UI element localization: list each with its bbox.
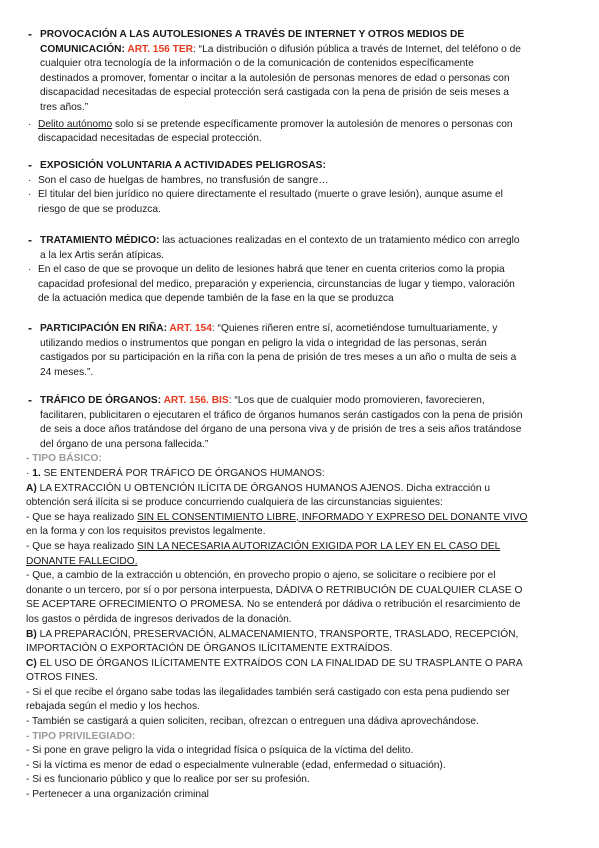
list-item xyxy=(26,744,577,759)
body-text: castigados por su participación en la riña con la pena de prisión de tres meses a un año o multa de seis a xyxy=(40,352,517,364)
body-text: LA EXTRACCIÓN U OBTENCIÓN ILÍCITA DE ÓRGANOS HUMANOS AJENOS. Dicha extracción u xyxy=(36,482,491,494)
heading-autolesiones xyxy=(28,28,577,43)
item-number: 1. xyxy=(32,467,41,479)
body-text: de seis a doce años tratándose del órgano de una persona viva y de prisión de tres a seis años tratándose xyxy=(40,424,522,436)
body-text: : “Los que de cualquier modo promovieren, favorecieren, xyxy=(228,395,485,406)
underlined-term: SIN EL CONSENTIMIENTO LIBRE, INFORMADO Y EXPRESO DEL DONANTE VIVO xyxy=(137,511,528,523)
body-text: LA PREPARACIÓN, PRESERVACIÓN, ALMACENAMIENTO, TRANSPORTE, TRASLADO, RECEPCIÓN, xyxy=(36,628,519,640)
bullet-marker: · xyxy=(28,118,32,130)
body-text: EL USO DE ÓRGANOS ILÍCITAMENTE EXTRAÍDOS CON LA FINALIDAD DE SU TRASPLANTE O PARA xyxy=(36,657,523,669)
body-text: las actuaciones realizadas en el contexto de un tratamiento médico con arreglo xyxy=(159,235,520,246)
body-text: facilitaren, publicitaren o ejecutaren el tráfico de órganos humanos serán castigados con la pena de prisión xyxy=(40,409,523,421)
dash-marker: - xyxy=(26,789,30,801)
heading-text-cont: COMUNICACIÓN: xyxy=(40,43,128,55)
body-text: SE ENTENDERÁ POR TRÁFICO DE ÓRGANOS HUMANOS: xyxy=(40,467,325,479)
body-text: obtención será ilícita si se produce concurriendo cualquiera de las circunstancias siguientes: xyxy=(26,497,443,509)
heading-actividades xyxy=(28,159,577,174)
body-text: IMPORTACIÓN O EXPORTACIÓN DE ÓRGANOS ILÍCITAMENTE EXTRAÍDOS. xyxy=(26,643,393,655)
bullet-marker: · xyxy=(28,264,32,276)
condition-2 xyxy=(26,540,577,555)
body-text: en la forma y con los requisitos previstos legalmente. xyxy=(26,526,266,538)
dash-marker: - xyxy=(28,233,32,247)
item-letter: B) xyxy=(26,628,37,640)
subheading-text: TIPO PRIVILEGIADO: xyxy=(32,730,136,742)
body-text: SE ACEPTARE OFRECIMIENTO O PROMESA. No se entenderá por dádiva o retribución el resarcimiento de xyxy=(26,599,521,611)
underlined-term: Delito autónomo xyxy=(38,118,113,130)
body-text: rebajada según el medio y los hechos. xyxy=(26,701,200,713)
article-ref: ART. 156 TER xyxy=(127,43,194,55)
underlined-term: DONANTE FALLECIDO. xyxy=(26,555,138,567)
section-actividades-peligrosas xyxy=(28,159,577,217)
body-text: donante o un tercero, por sí o por persona interpuesta, DÁDIVA O RETRIBUCIÓN DE CUALQUIER CLASE O xyxy=(26,584,523,596)
art-line xyxy=(28,43,577,58)
heading-text: PARTICIPACIÓN EN RIÑA: xyxy=(40,323,170,334)
heading-text: EXPOSICIÓN VOLUNTARIA A ACTIVIDADES PELIGROSAS: xyxy=(40,160,326,171)
dash-marker: - xyxy=(26,774,30,786)
list-item xyxy=(26,759,577,774)
body-text: Son el caso de huelgas de hambres, no transfusión de sangre… xyxy=(38,174,329,186)
item-letter: A) xyxy=(26,482,37,494)
bullet-marker: · xyxy=(28,189,32,201)
heading-text: TRÁFICO DE ÓRGANOS: xyxy=(40,395,164,406)
body-text: del órgano de una persona fallecida.” xyxy=(40,438,209,450)
heading-trafico xyxy=(28,394,577,409)
item-letter: C) xyxy=(26,657,37,669)
body-text: : “La distribución o difusión pública a través de Internet, del teléfono o de xyxy=(193,43,521,55)
underlined-term: SIN LA NECESARIA AUTORIZACIÓN EXIGIDA POR LA LEY EN EL CASO DEL xyxy=(137,540,501,552)
body-text: discapacidad necesitadas de especial protección será castigada con la pena de prisión de seis meses a xyxy=(40,87,509,99)
body-text: 24 meses.”. xyxy=(40,366,94,378)
tipo-privilegiado-heading xyxy=(26,730,577,745)
section-tratamiento-medico xyxy=(28,234,577,307)
bullet-marker: · xyxy=(26,467,30,479)
body-text: de la actuación medica que depende también de la fase en la que se produzca xyxy=(38,293,394,305)
dash-marker: - xyxy=(28,393,32,407)
body-text: tres años.” xyxy=(40,101,89,113)
bullet-item xyxy=(28,188,577,203)
body-text: los gastos o pérdida de ingresos derivados de la donación. xyxy=(26,613,292,625)
section-autolesiones xyxy=(28,28,577,147)
dash-marker: - xyxy=(26,745,30,757)
heading-tratamiento xyxy=(28,234,577,249)
body-text: - Si el que recibe el órgano sabe todas las ilegalidades también será castigado con esta pena pudiendo ser xyxy=(26,686,510,698)
dash-marker: - xyxy=(28,158,32,172)
section-trafico-organos xyxy=(28,394,577,803)
article-ref: ART. 156. BIS xyxy=(163,395,229,406)
dash-marker: - xyxy=(26,759,30,771)
body-text: utilizando medios o instrumentos que pongan en peligro la vida o integridad de las personas, serán xyxy=(40,337,487,349)
body-text: cualquier otra tecnología de la información o de la comunicación de contenidos específicamente xyxy=(40,58,474,70)
bullet-item xyxy=(28,174,577,189)
heading-rina xyxy=(28,322,577,337)
body-text: OTROS FINES. xyxy=(26,672,98,684)
list-item xyxy=(26,788,577,803)
heading-text: PROVOCACIÓN A LAS AUTOLESIONES A TRAVÉS DE INTERNET Y OTROS MEDIOS DE xyxy=(40,29,465,40)
bullet-item xyxy=(28,263,577,278)
letter-item-c xyxy=(26,657,577,672)
dash-marker: - xyxy=(28,27,32,41)
article-ref: ART. 154 xyxy=(169,323,212,334)
body-text: Si pone en grave peligro la vida o integridad física o psíquica de la víctima del delito. xyxy=(32,745,414,757)
body-text: a la lex Artis serán atípicas. xyxy=(40,249,165,261)
numbered-item xyxy=(26,467,577,482)
body-text: capacidad profesional del medico, preparación y experiencia, circunstancias de lugar y tiempo, valoración xyxy=(38,278,515,290)
bullet-marker: · xyxy=(28,174,32,186)
body-text: discapacidad necesitadas de especial protección. xyxy=(38,133,262,145)
body-text: Pertenecer a una organización criminal xyxy=(32,789,209,801)
tipo-basico-heading xyxy=(26,452,577,467)
body-text: - Que se haya realizado xyxy=(26,540,137,552)
condition-1 xyxy=(26,511,577,526)
body-text: solo si se pretende específicamente promover la autolesión de menores o personas con xyxy=(112,118,513,130)
body-text: En el caso de que se provoque un delito de lesiones habrá que tener en cuenta criterios como la propia xyxy=(38,264,505,276)
section-rina xyxy=(28,322,577,380)
dash-marker: - xyxy=(28,321,32,335)
list-item xyxy=(26,773,577,788)
body-text: El titular del bien jurídico no quiere directamente el resultado (muerte o grave lesión), aunque asume el xyxy=(38,189,503,201)
letter-item-b xyxy=(26,628,577,643)
body-text: - Que se haya realizado xyxy=(26,511,137,523)
body-text: riesgo de que se produzca. xyxy=(38,203,161,215)
body-text: - También se castigará a quien soliciten, reciban, ofrezcan o entreguen una dádiva aprovechándose. xyxy=(26,716,479,728)
body-text: destinados a promover, fomentar o incitar a la autolesión de personas menores de edad o personas con xyxy=(40,72,510,84)
bullet-item xyxy=(28,118,577,133)
dash-marker: - xyxy=(26,730,30,742)
dash-marker: - xyxy=(26,453,30,465)
heading-text: TRATAMIENTO MÉDICO: xyxy=(40,235,160,246)
body-text: : “Quienes riñeren entre sí, acometiéndose tumultuariamente, y xyxy=(211,323,498,334)
letter-item-a xyxy=(26,482,577,497)
subheading-text: TIPO BÁSICO: xyxy=(32,453,102,465)
body-text: Si la víctima es menor de edad o especialmente vulnerable (edad, enfermedad o situación). xyxy=(32,759,446,771)
body-text: - Que, a cambio de la extracción u obtención, en provecho propio o ajeno, se solicitare o recibiere por el xyxy=(26,570,496,582)
body-text: Si es funcionario público y que lo realice por ser su profesión. xyxy=(32,774,310,786)
